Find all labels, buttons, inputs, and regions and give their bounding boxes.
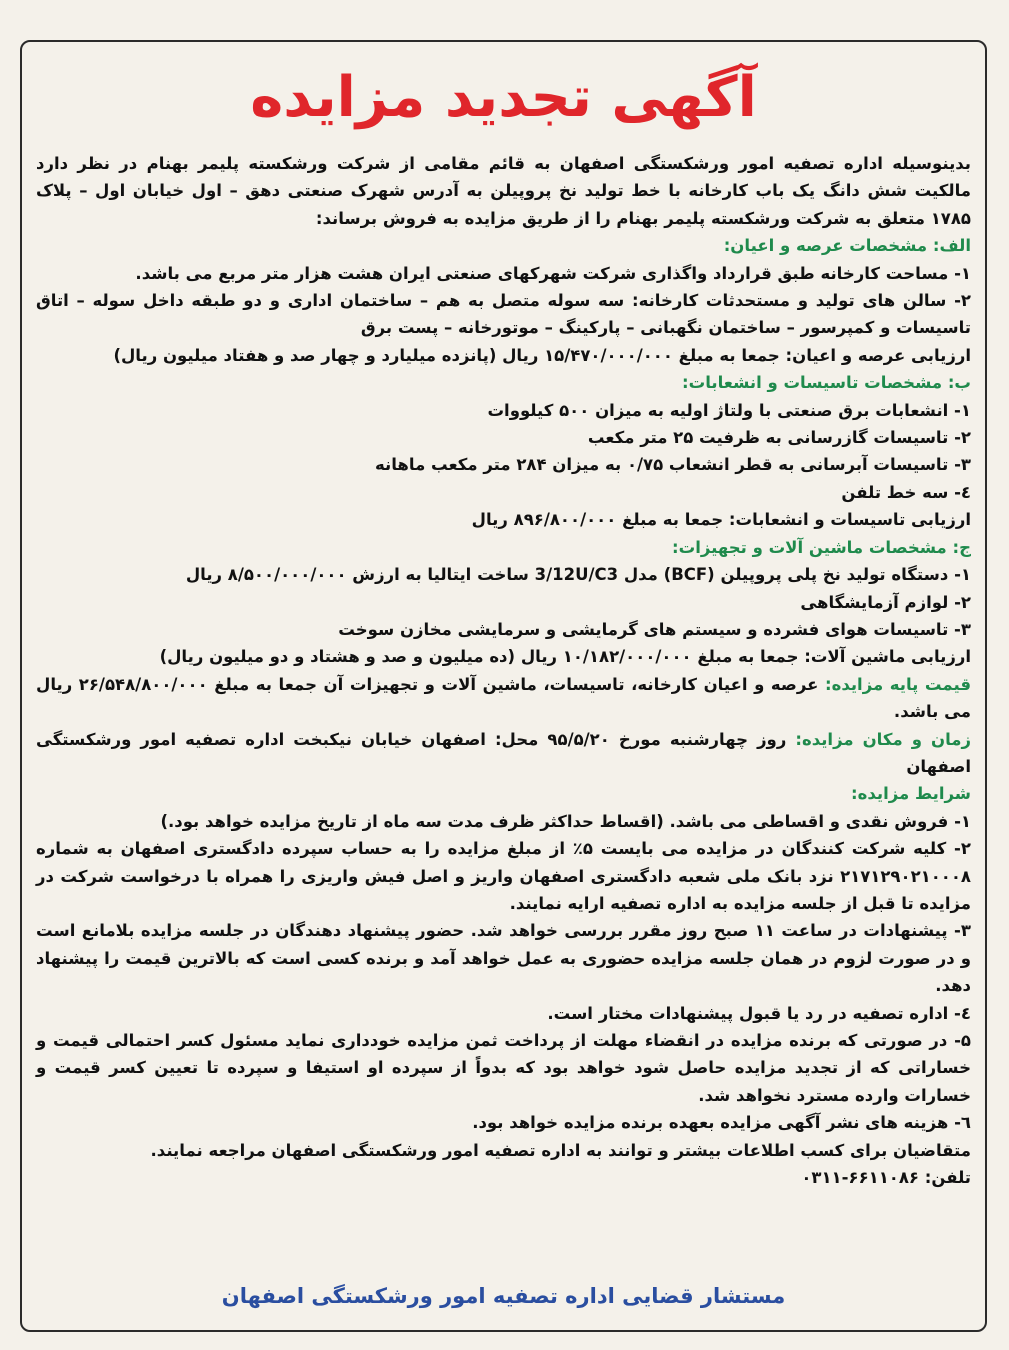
section-c-item: ۲- لوازم آزمایشگاهی — [800, 592, 971, 612]
section-c-heading: ج: مشخصات ماشین آلات و تجهیزات: — [672, 537, 971, 557]
conditions-heading: شرایط مزایده: — [851, 784, 971, 804]
section-a-heading: الف: مشخصات عرصه و اعیان: — [723, 236, 971, 256]
section-b-heading: ب: مشخصات تاسیسات و انشعابات: — [682, 373, 971, 393]
base-price-paragraph — [36, 671, 971, 726]
section-b-item: ۱- انشعابات برق صنعتی با ولتاژ اولیه به میزان ۵۰۰ کیلووات — [487, 400, 971, 420]
signature-footer: مستشار قضایی اداره تصفیه امور ورشکستگی اصفهان — [221, 1284, 786, 1308]
section-a-item: ۱- مساحت کارخانه طبق قرارداد واگذاری شرکت شهرکهای صنعتی ایران هشت هزار متر مربع می باشد. — [135, 263, 971, 283]
closing-paragraph: متقاضیان برای کسب اطلاعات بیشتر و توانند به اداره تصفیه امور ورشکستگی اصفهان مراجعه نمایند. — [150, 1140, 971, 1160]
section-a-valuation: ارزیابی عرصه و اعیان: جمعا به مبلغ ۱۵/۴۷۰/۰۰۰/۰۰۰ ریال (پانزده میلیارد و چهار صد و هفتاد میلیون ریال) — [113, 345, 971, 365]
notice-body — [36, 60, 971, 1191]
section-b-valuation: ارزیابی تاسیسات و انشعابات: جمعا به مبلغ ۸۹۶/۸۰۰/۰۰۰ ریال — [471, 510, 971, 530]
condition-item: ۱- فروش نقدی و اقساطی می باشد. (اقساط حداکثر ظرف مدت سه ماه از تاریخ مزایده خواهد بود.) — [160, 811, 971, 831]
section-c-item: ۳- تاسیسات هوای فشرده و سیستم های گرمایشی و سرمایشی مخازن سوخت — [338, 619, 971, 639]
condition-item: ٤- اداره تصفیه در رد یا قبول پیشنهادات مختار است. — [547, 1003, 971, 1023]
condition-item: ٦- هزینه های نشر آگهی مزایده بعهده برنده مزایده خواهد بود. — [472, 1113, 971, 1133]
condition-item: ۲- کلیه شرکت کنندگان در مزایده می بایست ۵٪ از مبلغ مزایده را به حساب سپرده دادگستری اصفهان به شماره ۲۱۷۱۲۹۰۲۱۰۰۰۸ نزد بانک ملی شعبه دادگستری اصفهان واریز و اصل فیش واریزی را همراه با درخواست شرکت در مزایده تا قبل از جلسه مزایده به اداره تصفیه ارایه نمایند. — [36, 839, 971, 913]
base-price-heading: قیمت پایه مزایده: — [824, 674, 971, 694]
section-c-valuation: ارزیابی ماشین آلات: جمعا به مبلغ ۱۰/۱۸۲/۰۰۰/۰۰۰ ریال (ده میلیون و صد و هشتاد و دو میلیون ریال) — [159, 647, 971, 667]
notice-title: آگهی تجدید مزایده — [250, 65, 757, 130]
condition-item: ۳- پیشنهادات در ساعت ۱۱ صبح روز مقرر بررسی خواهد شد. حضور پیشنهاد دهندگان در جلسه مزایده بلامانع است و در صورت لزوم در همان جلسه مزایده حضوری به عمل خواهد آمد و برنده کسی است که بالاترین قیمت را پیشنهاد دهد. — [36, 921, 971, 996]
base-price-text: عرصه و اعیان کارخانه، تاسیسات، ماشین آلات و تجهیزات آن جمعا به مبلغ ۲۶/۵۴۸/۸۰۰/۰۰۰ ریال می باشد. — [36, 674, 971, 722]
time-place-text: روز چهارشنبه مورخ ۹۵/۵/۲۰ محل: اصفهان خیابان نیکبخت اداره تصفیه امور ورشکستگی اصفهان — [36, 729, 971, 776]
section-b-item: ۲- تاسیسات گازرسانی به ظرفیت ۲۵ متر مکعب — [587, 428, 971, 448]
time-place-heading: زمان و مکان مزایده: — [795, 729, 971, 749]
time-place-paragraph — [36, 726, 971, 781]
condition-item: ۵- در صورتی که برنده مزایده در انقضاء مهلت از پرداخت ثمن مزایده خودداری نماید مسئول کسر احتمالی قیمت و خساراتی که از تجدید مزایده حاصل شود خواهد بود که بدواً از سپرده او استیفا و سپرده تا تعیین کسر قیمت و خسارات وارده مسترد نخواهد شد. — [36, 1031, 971, 1105]
section-b-item: ٤- سه خط تلفن — [841, 482, 971, 502]
section-c-item: ۱- دستگاه تولید نخ پلی پروپیلن (BCF) مدل 3/12U/C3 ساخت ایتالیا به ارزش ۸/۵۰۰/۰۰۰/۰۰۰ ریال — [185, 565, 971, 585]
intro-paragraph: بدینوسیله اداره تصفیه امور ورشکستگی اصفهان به قائم مقامی از شرکت ورشکسته پلیمر بهنام در نظر دارد مالکیت شش دانگ یک باب کارخانه با خط تولید نخ پروپیلن به آدرس شهرک صنعتی دهق – اول خیابان اول – پلاک ۱۷۸۵ متعلق به شرکت ورشکسته پلیمر بهنام را از طریق مزایده به فروش برساند: — [36, 154, 971, 228]
section-a-item: ۲- سالن های تولید و مستحدثات کارخانه: سه سوله متصل به هم – ساختمان اداری و دو طبقه داخل سوله – اتاق تاسیسات و کمپرسور – ساختمان نگهبانی – پارکینگ – موتورخانه – پست برق — [36, 291, 971, 338]
section-b-item: ۳- تاسیسات آبرسانی به قطر انشعاب ۰/۷۵ به میزان ۲۸۴ متر مکعب ماهانه — [375, 455, 971, 475]
phone-number: تلفن: ۶۶۱۱۰۸۶-۰۳۱۱ — [801, 1168, 971, 1188]
